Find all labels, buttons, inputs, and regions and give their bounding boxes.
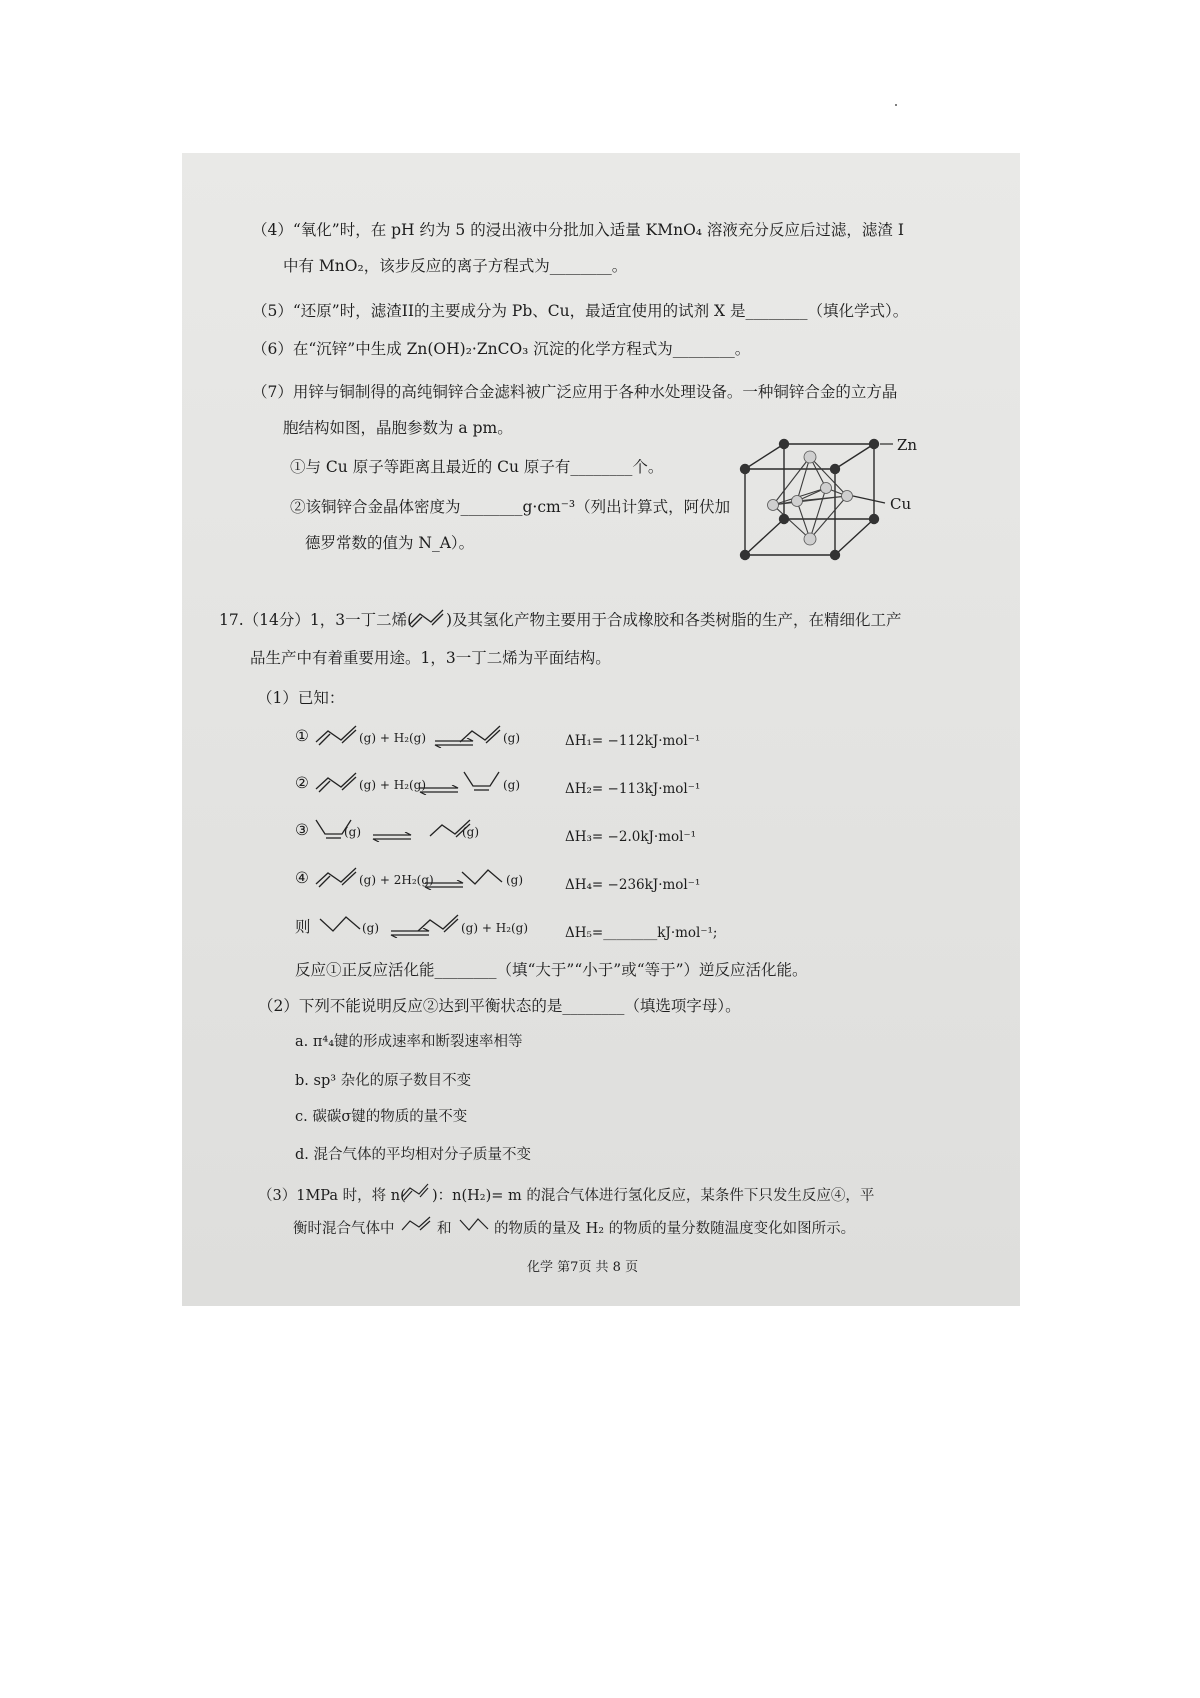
- q16-part7-sub3: 德罗常数的值为 N_A）。: [305, 534, 475, 552]
- q16-part4-line2: 中有 MnO₂，该步反应的离子方程式为________。: [283, 257, 628, 275]
- eq4-reactant-state: (g) + 2H₂(g): [359, 873, 434, 887]
- option-d: d. 混合气体的平均相对分子质量不变: [295, 1147, 531, 1163]
- q16-part4-line1: （4）“氧化”时，在 pH 约为 5 的浸出液中分批加入适量 KMnO₄ 溶液充分反应后过滤，滤渣 I: [252, 221, 904, 239]
- 1-butene-icon: [400, 1214, 432, 1234]
- option-c: c. 碳碳σ键的物质的量不变: [295, 1109, 468, 1125]
- butane-icon: [318, 911, 362, 935]
- q17-part3-line2a: 衡时混合气体中: [293, 1221, 395, 1237]
- dh4: ΔH₄= −236kJ·mol⁻¹: [565, 877, 701, 893]
- option-b: b. sp³ 杂化的原子数目不变: [295, 1073, 472, 1089]
- q17-part1-activation: 反应①正反应活化能________（填“大于”“小于”或“等于”）逆反应活化能。: [295, 961, 808, 979]
- q16-part7-sub1: ①与 Cu 原子等距离且最近的 Cu 原子有________个。: [290, 458, 664, 476]
- eq2-reactant-state: (g) + H₂(g): [359, 778, 427, 792]
- equilibrium-arrow-icon: [424, 875, 464, 894]
- q17-head-part1: 17.（14分）1，3一丁二烯(: [219, 611, 414, 629]
- q16-part6: （6）在“沉锌”中生成 Zn(OH)₂·ZnCO₃ 沉淀的化学方程式为________。: [252, 340, 751, 358]
- eq5-prefix: 则: [295, 918, 311, 936]
- q17-head-part2: )及其氢化产物主要用于合成橡胶和各类树脂的生产，在精细化工产: [446, 611, 902, 629]
- q16-part7-line1: （7）用锌与铜制得的高纯铜锌合金滤料被广泛应用于各种水处理设备。一种铜锌合金的立方晶: [252, 383, 898, 401]
- butadiene-icon: [407, 606, 445, 628]
- q17-part3-line1a: （3）1MPa 时，将 n(: [258, 1188, 406, 1204]
- option-a: a. π⁴₄键的形成速率和断裂速率相等: [295, 1034, 523, 1050]
- butadiene-icon: [314, 769, 358, 793]
- dh3: ΔH₃= −2.0kJ·mol⁻¹: [565, 829, 696, 845]
- page-footer: 化学 第7页 共 8 页: [527, 1260, 639, 1275]
- eq4-number: ④: [295, 869, 309, 887]
- eq3-product-state: (g): [462, 825, 480, 839]
- q16-part5: （5）“还原”时，滤渣II的主要成分为 Pb、Cu，最适宜使用的试剂 X 是________（填化学式）。: [252, 302, 909, 320]
- butane-icon: [460, 864, 504, 888]
- q17-part2: （2）下列不能说明反应②达到平衡状态的是________（填选项字母）。: [258, 997, 741, 1015]
- equilibrium-arrow-icon: [419, 780, 459, 799]
- dh5: ΔH₅=________kJ·mol⁻¹;: [565, 925, 718, 941]
- equilibrium-arrow-icon: [372, 827, 412, 846]
- butadiene-icon: [400, 1181, 430, 1201]
- butane-icon: [458, 1214, 490, 1234]
- 1-butene-icon: [458, 722, 502, 746]
- crystal-cu-label: Cu: [890, 495, 912, 513]
- crystal-zn-label: Zn: [897, 436, 918, 454]
- eq3-reactant-state: (g): [344, 825, 362, 839]
- eq4-product-state: (g): [506, 873, 524, 887]
- eq5-reactant-state: (g): [362, 921, 380, 935]
- eq2-product-state: (g): [503, 778, 521, 792]
- eq1-number: ①: [295, 727, 309, 745]
- q17-part3-line1b: )：n(H₂)= m 的混合气体进行氢化反应，某条件下只发生反应④，平: [432, 1188, 875, 1204]
- q17-part1-label: （1）已知：: [257, 689, 345, 707]
- eq2-number: ②: [295, 774, 309, 792]
- eq1-product-state: (g): [503, 731, 521, 745]
- eq5-product-state: (g) + H₂(g): [461, 921, 529, 935]
- q17-head-line2: 品生产中有着重要用途。1，3一丁二烯为平面结构。: [250, 649, 611, 667]
- dh2: ΔH₂= −113kJ·mol⁻¹: [565, 781, 701, 797]
- 1-butene-icon: [416, 911, 460, 935]
- q17-part3-line2c: 的物质的量及 H₂ 的物质的量分数随温度变化如图所示。: [494, 1221, 856, 1237]
- butadiene-icon: [314, 864, 358, 888]
- q16-part7-line2: 胞结构如图，晶胞参数为 a pm。: [283, 419, 513, 437]
- 2-butene-icon: [462, 768, 502, 792]
- eq1-reactant-state: (g) + H₂(g): [359, 731, 427, 745]
- q16-part7-sub2: ②该铜锌合金晶体密度为________g·cm⁻³（列出计算式，阿伏加: [290, 498, 731, 516]
- scan-speck: [895, 104, 897, 106]
- q17-part3-line2b: 和: [437, 1221, 452, 1237]
- dh1: ΔH₁= −112kJ·mol⁻¹: [565, 733, 701, 749]
- butadiene-icon: [314, 722, 358, 746]
- eq3-number: ③: [295, 821, 309, 839]
